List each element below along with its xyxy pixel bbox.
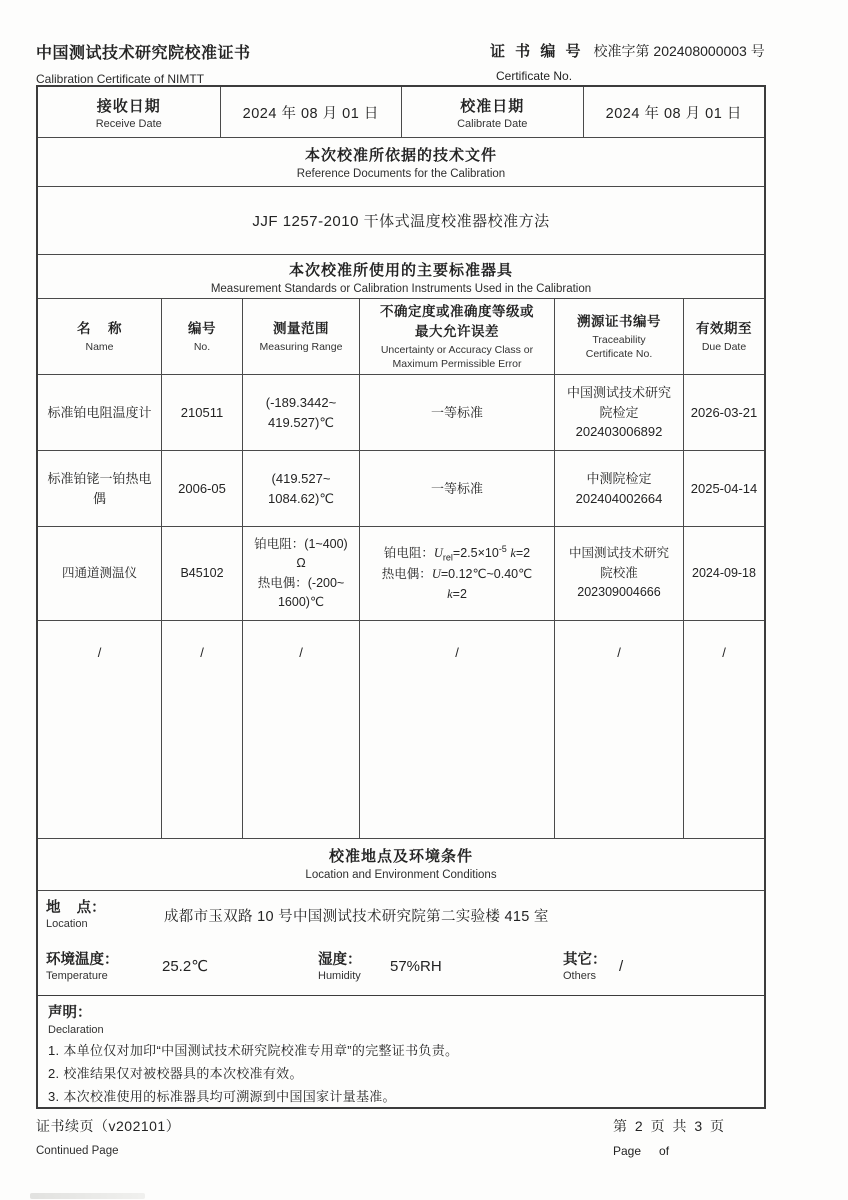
standards-title-en: Measurement Standards or Calibration Instruments Used in the Calibration	[210, 283, 592, 295]
row4-range-cell: /	[242, 621, 359, 838]
col-name-header	[38, 299, 161, 374]
standards-table-header	[38, 298, 764, 374]
col-name-en: Name	[85, 340, 114, 353]
col-uncertainty-header	[359, 299, 554, 374]
row4-name-cell: /	[97, 645, 102, 660]
col-uncertainty-en: Uncertainty or Accuracy Class or Maximum Permissible Error	[380, 344, 534, 370]
row1-traceability-cell: 中国测试技术研究 院检定 202403006892	[554, 375, 683, 450]
col-traceability-header	[554, 299, 683, 374]
reference-document-text: JJF 1257-2010 干体式温度校准器校准方法	[252, 213, 550, 230]
declaration-item-1: 1. 本单位仅对加印“中国测试技术研究院校准专用章”的完整证书负责。	[48, 1043, 459, 1058]
row3-uncertainty-line3: k=2	[447, 586, 467, 601]
temperature-group	[38, 948, 318, 982]
others-group	[563, 948, 623, 982]
declaration-item-3: 3. 本次校准使用的标准器具均可溯源到中国国家计量基准。	[48, 1089, 396, 1104]
col-traceability-en-2: Certificate No.	[585, 347, 653, 360]
standards-title-zh: 本次校准所使用的主要标准器具	[288, 262, 513, 279]
footer-continued-en: Continued Page	[36, 1145, 119, 1157]
calibrate-date-label-cell	[401, 87, 583, 137]
col-no-en: No.	[193, 340, 211, 353]
col-uncertainty-zh-2: 最大允许误差	[415, 323, 499, 339]
col-no-header	[161, 299, 242, 374]
temperature-label: 环境温度： Temperature	[46, 952, 119, 982]
row4-uncertainty-cell: /	[359, 621, 554, 838]
row4-duedate-cell: /	[683, 621, 764, 838]
reference-document-cell	[38, 186, 764, 254]
standards-row-1	[38, 374, 764, 450]
certificate-number-line	[490, 40, 770, 61]
col-range-zh: 测量范围	[273, 320, 329, 336]
certificate-number-label-zh: 证 书 编 号	[490, 43, 584, 60]
row3-name-cell: 四通道测温仪	[61, 565, 137, 580]
reference-title-zh: 本次校准所依据的技术文件	[304, 147, 497, 164]
reference-section-header	[38, 137, 764, 186]
row1-no: 210511	[180, 404, 224, 420]
row2-range-cell: (419.527~ 1084.62)℃	[242, 451, 359, 526]
calibrate-date-label-en: Calibrate Date	[457, 117, 528, 130]
row3-no-cell: B45102	[161, 527, 242, 620]
certificate-number-label-en: Certificate No.	[496, 69, 573, 83]
declaration-item-2: 2. 校准结果仅对被校器具的本次校准有效。	[48, 1066, 303, 1081]
humidity-value: 57%RH	[390, 957, 442, 975]
calibrate-date-label-zh: 校准日期	[460, 97, 525, 115]
location-title-en: Location and Environment Conditions	[305, 869, 497, 881]
location-title-zh: 校准地点及环境条件	[328, 848, 473, 865]
row1-no-cell	[161, 375, 242, 450]
receive-date-label-zh: 接收日期	[96, 97, 161, 115]
col-range-en: Measuring Range	[259, 340, 343, 353]
col-range-header	[242, 299, 359, 374]
row2-uncertainty-cell: 一等标准	[359, 451, 554, 526]
dates-row	[38, 87, 764, 137]
row1-name: 标准铂电阻温度计	[47, 404, 152, 420]
row4-traceability-cell: /	[554, 621, 683, 838]
footer-continued-zh: 证书续页（v202101）	[36, 1118, 181, 1134]
reference-title-en: Reference Documents for the Calibration	[296, 168, 506, 180]
receive-date-value-cell	[220, 87, 402, 137]
row2-no-cell: 2006-05	[161, 451, 242, 526]
col-duedate-zh: 有效期至	[696, 320, 752, 336]
row3-range-cell: 铂电阻：(1~400) Ω 热电偶：(-200~ 1600)℃	[242, 527, 359, 620]
receive-date-label-en: Receive Date	[95, 117, 162, 130]
footer-page-zh: 第 2 页 共 3 页	[613, 1118, 727, 1134]
certificate-title-zh: 中国测试技术研究院校准证书	[36, 45, 251, 62]
document-header-left	[36, 40, 251, 86]
row1-uncertainty-cell: 一等标准	[359, 375, 554, 450]
footer-left	[36, 1116, 180, 1157]
receive-date-value: 2024 年 08 月 01 日	[242, 105, 379, 122]
humidity-group	[318, 948, 563, 982]
col-traceability-zh: 溯源证书编号	[577, 313, 661, 329]
row4-no-cell: /	[161, 621, 242, 838]
environment-row	[38, 935, 764, 995]
col-duedate-header	[683, 299, 764, 374]
row1-duedate-cell: 2026-03-21	[683, 375, 764, 450]
row2-duedate-cell: 2025-04-14	[683, 451, 764, 526]
humidity-label: 湿度： Humidity	[318, 952, 362, 982]
location-value: 成都市玉双路 10 号中国测试技术研究院第二实验楼 415 室	[164, 909, 549, 925]
calibrate-date-value: 2024 年 08 月 01 日	[605, 105, 742, 122]
location-section-header	[38, 838, 764, 890]
scan-artifact	[30, 1193, 145, 1199]
row1-name-cell	[38, 375, 161, 450]
footer-page-en: Page of	[613, 1144, 670, 1158]
standards-row-2	[38, 450, 764, 526]
row3-uncertainty-line1: 铂电阻：$U_{rel}=2.5\times 10^{-5}$ k=2	[383, 543, 531, 563]
others-label: 其它： Others	[563, 952, 607, 982]
col-duedate-en: Due Date	[701, 340, 747, 353]
standards-row-3	[38, 526, 764, 620]
row3-duedate-cell: 2024-09-18	[683, 527, 764, 620]
row3-uncertainty-line2: 热电偶：U=0.12℃~0.40℃	[381, 567, 533, 582]
row1-range-cell: (-189.3442~ 419.527)℃	[242, 375, 359, 450]
calibrate-date-value-cell	[583, 87, 765, 137]
row3-uncertainty-cell	[359, 527, 554, 620]
col-uncertainty-zh-1: 不确定度或准确度等级或	[380, 303, 534, 319]
receive-date-label-cell	[38, 87, 220, 137]
others-value: /	[619, 957, 624, 975]
col-no-zh: 编号	[188, 320, 216, 336]
certificate-table	[36, 85, 766, 1109]
standards-row-4	[38, 620, 764, 838]
declaration-title-zh: 声明：	[48, 1005, 92, 1021]
row3-traceability-cell: 中国测试技术研究 院校准 202309004666	[554, 527, 683, 620]
temperature-value: 25.2℃	[162, 958, 209, 975]
certificate-number-value: 校准字第 202408000003 号	[593, 43, 765, 59]
row2-name-cell: 标准铂铑一铂热电 偶	[47, 471, 152, 506]
footer-page-number	[613, 1116, 726, 1158]
declaration-title-en: Declaration	[48, 1024, 104, 1036]
col-traceability-en-1: Traceability	[592, 333, 646, 346]
declaration-section	[38, 995, 764, 1107]
col-name-zh: 名 称	[76, 320, 122, 336]
location-row	[38, 890, 764, 935]
certificate-title-en: Calibration Certificate of NIMTT	[36, 72, 205, 86]
location-label: 地 点： Location	[46, 900, 106, 930]
standards-section-header	[38, 254, 764, 298]
document-header-right	[490, 40, 770, 83]
row2-traceability-cell: 中测院检定 202404002664	[554, 451, 683, 526]
